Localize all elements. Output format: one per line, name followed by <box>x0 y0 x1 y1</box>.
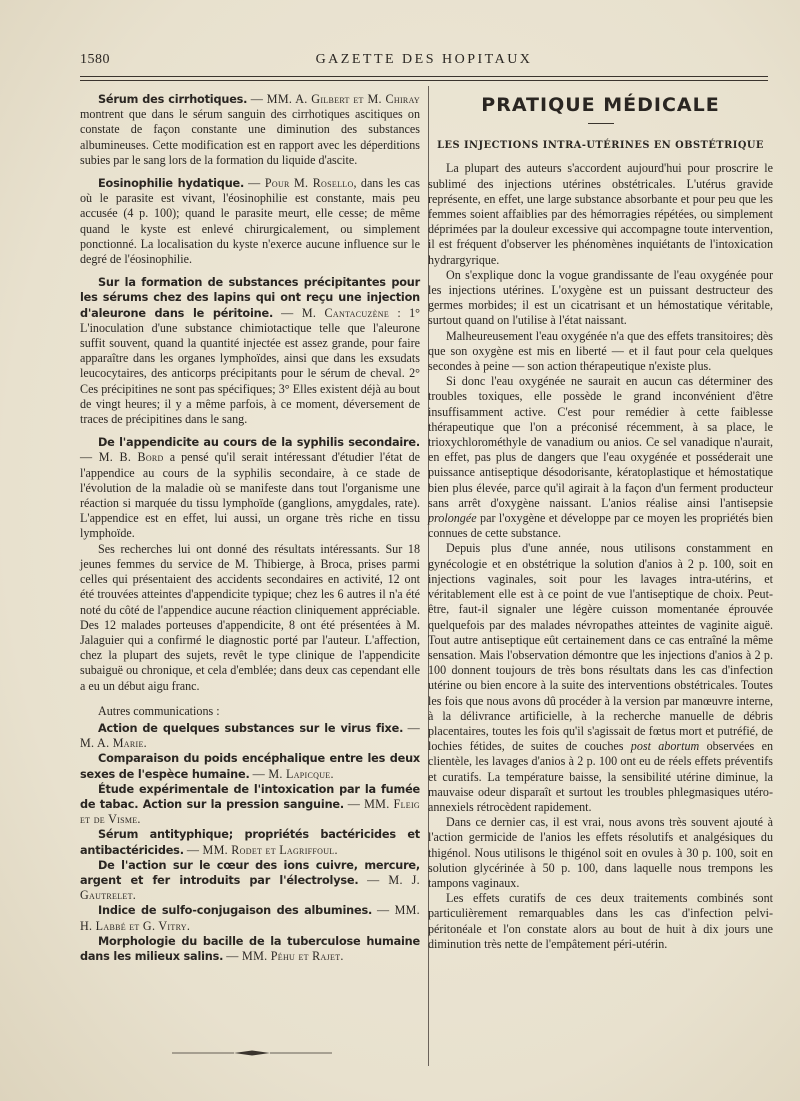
title-rule <box>588 123 614 124</box>
header-rule <box>80 76 768 77</box>
other-communications-heading: Autres communications : <box>98 703 220 718</box>
abstract-authors: — MM. A. Gilbert et M. Chiray <box>250 92 420 106</box>
communication-item <box>80 827 420 857</box>
communication-item <box>80 751 420 781</box>
journal-title: GAZETTE DES HOPITAUX <box>315 52 533 67</box>
paragraph-text: par l'oxygène et développe par ce moyen les propriétés bien connues de cette substance. <box>428 511 773 541</box>
communication-title: Étude expérimentale de l'intoxication par la fumée de tabac. Action sur la pression sanguine. <box>80 782 420 811</box>
abstract-serum-cirrhotiques <box>80 92 420 168</box>
abstract-text: dans les cas où le parasite est vivant, l'éosinophilie est constante, mais peu accusée (4 p. 100); quand le parasite meurt, elle cesse; de même quand le kyste est enlevé chirurgicalement, ou simplement ponctionné. La localisation du kyste n'exerce aucune influence sur le degré de l'éosinophilie. <box>80 176 420 267</box>
communication-item <box>80 934 420 964</box>
page-header <box>80 52 768 72</box>
article-paragraph: On s'explique donc la vogue grandissante de l'eau oxygénée pour les injections utérines. L'oxygène est un puissant destructeur des germes morbides; il est un cicatrisant et un hémostatique véritable, surtout quand on l'utilise à l'état naissant. <box>428 267 773 328</box>
article-paragraph: Dans ce dernier cas, il est vrai, nous avons très souvent ajouté à l'action germicide de l'anios les effets résolutifs et analgésiques du thigénol. Nous utilisons le thigénol soit en ovules à 30 p. 100, soit en solution glycérinée à 50 p. 100, dans laquelle nous trempons les tampons vaginaux. <box>428 815 773 890</box>
communication-authors: — M. J. Gautrelet. <box>80 872 420 903</box>
communication-item <box>80 721 420 751</box>
abstract-text: 1° L'inoculation d'une substance chimiotactique telle que l'aleurone suffit souvent, quand la quantité injectée est assez grande, pour faire apparaître dans les organes lymphoïdes, ainsi que dans les exsudats leucocytaires, des anticorps précipitants pour le sérum de cheval. 2° Ces précipitines ne sont pas spécifiques; 3° Elles existent déjà au bout de vingt heures; il y a même parfois, à ce moment, déversement de traces de précipitines dans le sang. <box>80 305 420 427</box>
abstract-title: Sur la formation de substances précipitantes pour les sérums chez des lapins qui ont reçu une injection d'aleurone dans le péritoine. <box>80 276 420 320</box>
communication-title: Action de quelques substances sur le virus fixe. <box>98 721 404 735</box>
appendicite-results: Ses recherches lui ont donné des résultats intéressants. Sur 18 jeunes femmes du service de M. Thibierge, à Broca, prises parmi celles qui présentaient des accidents secondaires en activité, 12 ont été trouvées atteintes d'appendicite typique; chez les 6 autres il n'a été noté du côté de l'appendice aucune réaction cliniquement appréciable. Des 12 malades porteuses d'appendicite, 8 ont été présentées à M. Jalaguier qui a confirmé le diagnostic porté par l'auteur. L'affection, chez la plupart des sujets, revêt le type clinique de l'appendicite subaiguë ou chronique, et cela d'emblée; dans deux cas cependant elle a eu un début aigu franc. <box>80 541 420 693</box>
article-paragraph-usage <box>428 541 773 815</box>
communication-authors: — M. Lapicque. <box>252 766 334 781</box>
italic-term: prolongée <box>428 511 477 526</box>
communication-authors: — MM. H. Labbé et G. Vitry. <box>80 903 420 933</box>
page-number: 1580 <box>80 52 110 67</box>
communication-title: Indice de sulfo-conjugaison des albumines. <box>98 904 373 918</box>
communication-title: Sérum antityphique; propriétés bactéricides et antibactéricides. <box>80 828 420 857</box>
abstract-title: Sérum des cirrhotiques. <box>98 93 248 106</box>
communication-item <box>80 903 420 933</box>
section-title: PRATIQUE MÉDICALE <box>481 94 720 116</box>
communication-title: De l'action sur le cœur des ions cuivre, mercure, argent et fer introduits par l'électrolyse. <box>80 858 420 887</box>
left-column <box>80 92 420 964</box>
paragraph-text: observées en clientèle, les lavages d'anios à 2 p. 100 ont eu de réels effets préventifs et curatifs. La température baisse, la sensibilité utérine diminue, la mauvaise odeur disparaît et surtout les troubles phlegmasiques utéro-annexiels rétrocèdent rapidement. <box>428 739 773 814</box>
communication-title: Comparaison du poids encéphalique entre les deux sexes de l'espèce humaine. <box>80 752 420 781</box>
abstract-title: Eosinophilie hydatique. <box>98 177 245 191</box>
abstract-text: montrent que dans le sérum sanguin des cirrhotiques ascitiques on constate de façon constante une diminution des substances albumineuses. Cette modification est en rapport avec les déperditions subies par le sang lors de la formation du liquide d'ascite. <box>80 107 420 167</box>
communication-authors: — MM. Péhu et Rajet. <box>226 948 344 963</box>
article-paragraph: La plupart des auteurs s'accordent aujourd'hui pour proscrire le sublimé des injections utérines obstétricales. L'utérus gravide représente, en effet, une large substance absorbante et pour peu que les femmes soient affaiblies par des hémorragies répétées, ou simplement déprimées par la douleur excessive qui accompagne toute intervention, il est fréquent d'observer les phénomènes inquiétants de l'intoxication hydrargyrique. <box>428 161 773 267</box>
abstract-title: De l'appendicite au cours de la syphilis secondaire. <box>98 436 420 450</box>
communication-authors: — MM. Rodet et Lagriffoul. <box>186 842 338 857</box>
abstract-eosinophilie <box>80 176 420 267</box>
abstract-precipitines <box>80 275 420 427</box>
paragraph-text: Depuis plus d'une année, nous utilisons constamment en gynécologie et en obstétrique la solution d'anios à 2 p. 100, soit en injections vaginales, soit pour les lavages intra-utérins, et véritablement elle est à ce point de vue l'antiseptique de choix. Peut-être, faut-il signaler une légère cuisson momentanée éprouvée quelquefois par des malades névropathes atteintes de vaginite aiguë. Tout autre antiseptique eût certainement dans ce cas entraîné la même sensation. Mais l'observation démontre que les injections d'anios à 2 p. 100 donnent toujours de très bons résultats dans les cas d'infection utérine ou bien encore à la suite des interventions obstétricales. Toutes les fois que nous avons dû procéder à la version par manœuvre interne, à la délivrance artificielle, à la recherche manuelle de débris placentaires, toutes les fois qu'il s'agissait de fœtus mort et putréfié, de lochies fétides, de suites de couches <box>428 541 773 754</box>
communication-authors: — M. A. Marie. <box>80 720 420 751</box>
communication-title: Morphologie du bacille de la tuberculose humaine dans les milieux salins. <box>80 934 420 963</box>
italic-term: post abortum <box>630 739 700 754</box>
communication-authors: — MM. Fleig et de Visme. <box>80 796 420 827</box>
end-ornament <box>172 1050 332 1056</box>
article-paragraph: Les effets curatifs de ces deux traitements combinés sont particulièrement remarquables dans les cas d'infection pelvi-péritonéale et l'on constate alors au bout de huit à dix jours une diminution très nette de l'empâtement péri-utérin. <box>428 891 773 951</box>
header-rule-thin <box>80 80 768 81</box>
abstract-text: a pensé qu'il serait intéressant d'étudier l'état de l'appendice au cours de la syphilis secondaire, à ce stade de l'évolution de la maladie où se manifeste dans tout l'organisme une réaction si marquée du tissu lymphoïde (ganglions, amygdales, rate). L'appendice est en effet, lui aussi, un organe très riche en tissu lymphoïde. <box>80 450 420 541</box>
abstract-authors: — M. Cantacuzène : <box>281 305 402 320</box>
abstract-authors: — Pour M. Rosello, <box>248 176 357 191</box>
right-column <box>428 92 773 952</box>
communications-list <box>80 721 420 964</box>
communication-item <box>80 782 420 828</box>
abstract-authors: — M. B. Bord <box>80 450 164 465</box>
article-paragraph-anios <box>428 374 773 541</box>
communication-item <box>80 858 420 904</box>
article-subheading: LES INJECTIONS INTRA-UTÉRINES EN OBSTÉTRIQUE <box>437 140 764 152</box>
abstract-appendicite <box>80 435 420 541</box>
article-paragraph: Malheureusement l'eau oxygénée n'a que des effets transitoires; dès que son oxygène est mis en liberté — et il faut pour cela quelques secondes à peine — son action thérapeutique n'existe plus. <box>428 328 773 374</box>
paragraph-text: Si donc l'eau oxygénée ne saurait en aucun cas déterminer des troubles toxiques, elle possède le grand inconvénient d'être insuffisamment active. C'est pour remédier à cette faiblesse thérapeutique que l'on a préconisé récemment, à sa place, le trioxychlorométhyle de vanadium ou anios. Ce sel vanadique n'aurait, en effet, pas plus de dangers que l'eau oxygénée et posséderait une puissance antiseptique désodorisante, kératoplastique et hémostatique bien plus élevée, parce qu'il agirait à la façon d'un ferment producteur sans arrêt d'oxygène naissant. L'anios réalise ainsi l'antisepsie <box>428 374 773 510</box>
